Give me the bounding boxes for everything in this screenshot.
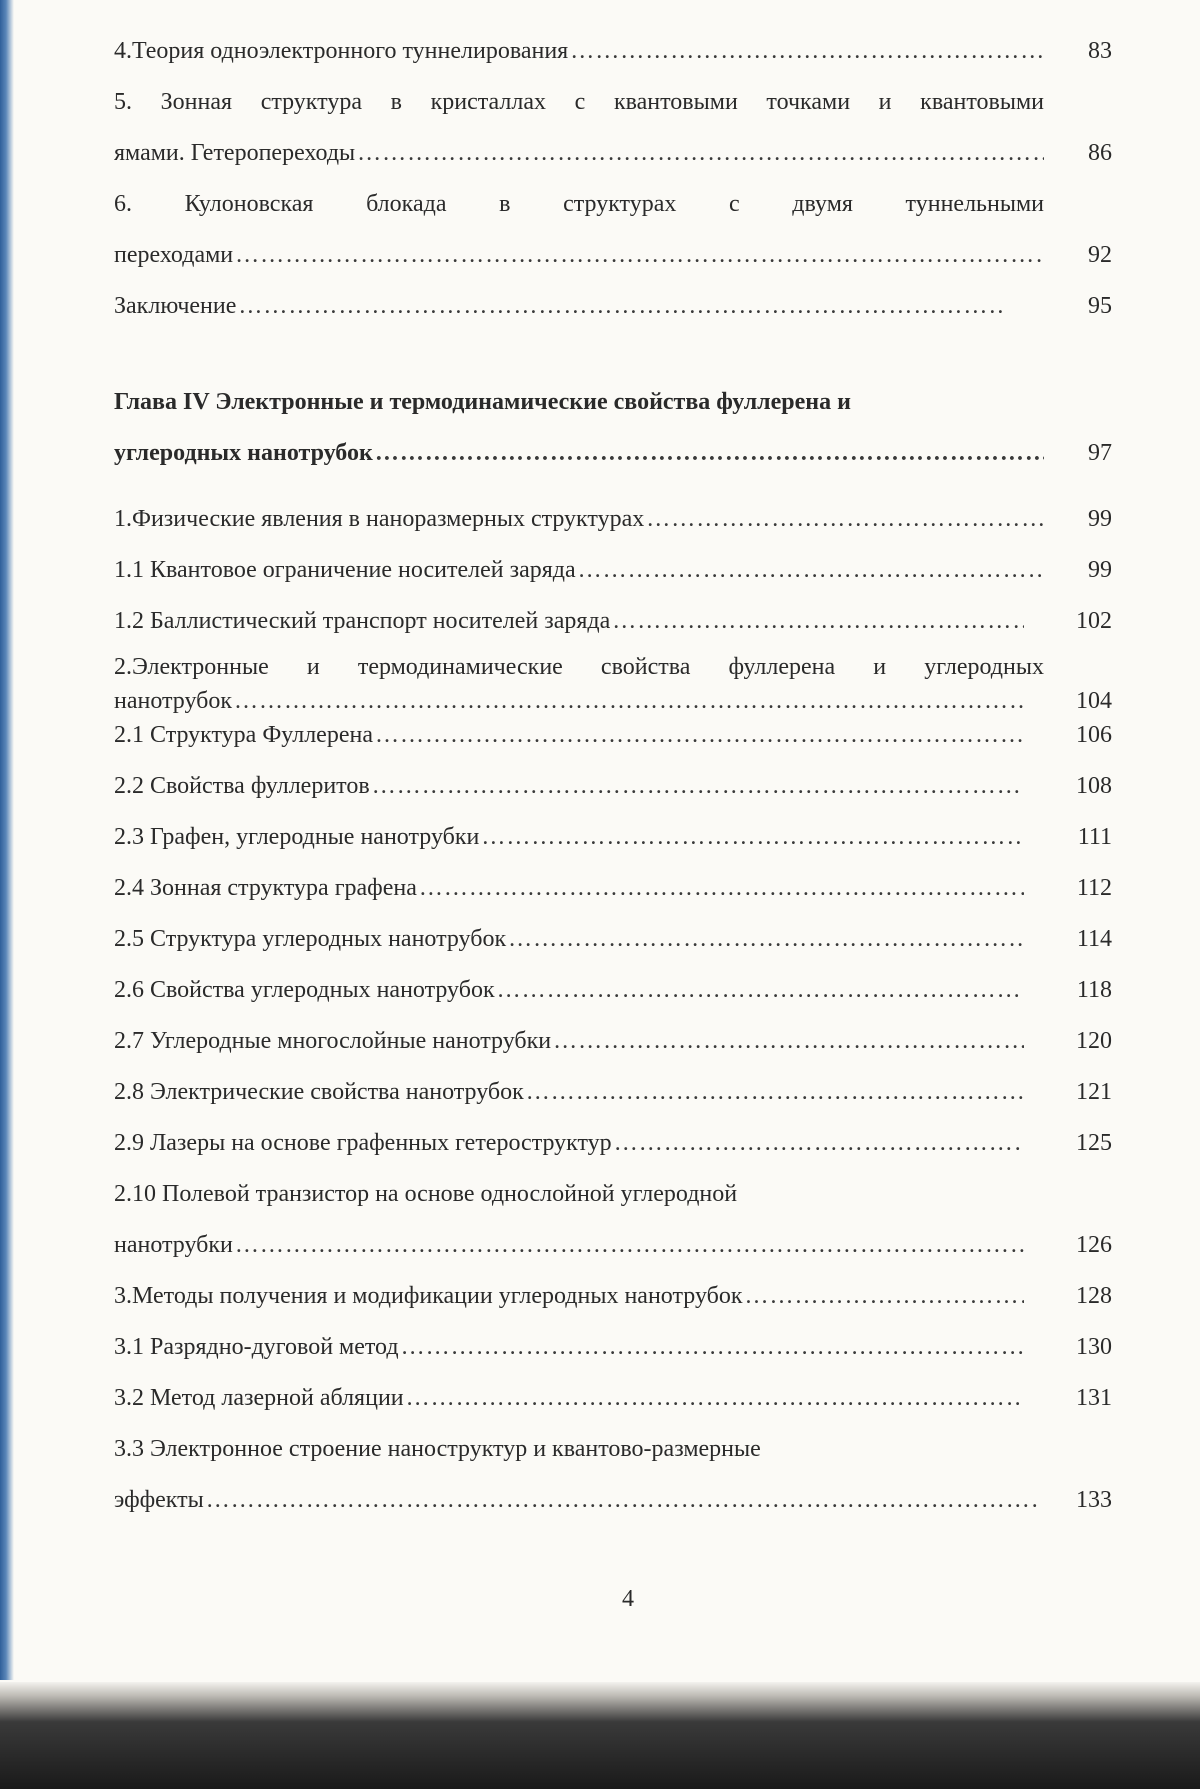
toc-entry-title-continued: нанотрубок <box>114 688 233 714</box>
toc-entry-title-continued: ямами. Гетеропереходы <box>114 140 356 166</box>
toc-entry-page: 102 <box>1076 608 1112 634</box>
toc-entry <box>114 1281 1112 1311</box>
toc-entry <box>114 36 1112 66</box>
toc-entry-title: 2.7 Углеродные многослойные нанотрубки <box>114 1028 552 1054</box>
toc-entry-page: 97 <box>1088 440 1112 466</box>
dot-leader <box>372 771 1024 801</box>
table-of-contents <box>114 36 1112 1515</box>
toc-entry-title-continued: переходами <box>114 242 234 268</box>
toc-entry-title: 2.1 Структура Фуллерена <box>114 722 373 748</box>
toc-entry-page: 86 <box>1088 140 1112 166</box>
toc-entry-title: 3.3 Электронное строение наноструктур и квантово-размерные <box>114 1436 761 1462</box>
toc-entry-title: 1.1 Квантовое ограничение носителей заряда <box>114 557 576 583</box>
dot-leader <box>375 438 1044 468</box>
toc-entry-title: 1.Физические явления в наноразмерных структурах <box>114 506 645 532</box>
toc-entry-title: 1.2 Баллистический транспорт носителей заряда <box>114 608 611 634</box>
toc-entry-title-continued: эффекты <box>114 1487 204 1513</box>
dot-leader <box>553 1026 1024 1056</box>
toc-entry-title: 3.2 Метод лазерной абляции <box>114 1385 404 1411</box>
toc-entry <box>114 606 1112 636</box>
toc-entry-title: Заключение <box>114 293 237 319</box>
toc-entry <box>114 504 1112 534</box>
toc-entry <box>114 1077 1112 1107</box>
toc-entry <box>114 771 1112 801</box>
dot-leader <box>745 1281 1025 1311</box>
toc-entry-page: 83 <box>1088 38 1112 64</box>
dot-leader <box>406 1383 1024 1413</box>
toc-entry-title: 2.9 Лазеры на основе графенных гетероструктур <box>114 1130 612 1156</box>
toc-entry-page: 95 <box>1088 293 1112 319</box>
dot-leader <box>234 686 1024 716</box>
toc-entry <box>114 873 1112 903</box>
toc-entry-title: 2.5 Структура углеродных нанотрубок <box>114 926 507 952</box>
toc-entry-page: 108 <box>1076 773 1112 799</box>
toc-entry-page: 125 <box>1076 1130 1112 1156</box>
toc-entry-page: 99 <box>1088 506 1112 532</box>
toc-entry-page: 112 <box>1076 875 1112 901</box>
toc-entry-page: 99 <box>1088 557 1112 583</box>
toc-entry <box>114 924 1112 954</box>
scan-left-edge <box>0 0 14 1680</box>
toc-entry-title: 2.4 Зонная структура графена <box>114 875 417 901</box>
dot-leader <box>526 1077 1024 1107</box>
toc-entry <box>114 291 1112 321</box>
toc-entry <box>114 720 1112 750</box>
dot-leader <box>570 36 1044 66</box>
toc-entry-title: 2.10 Полевой транзистор на основе однослойной углеродной <box>114 1181 738 1207</box>
toc-entry-page: 126 <box>1076 1232 1112 1258</box>
toc-entry <box>114 652 1112 716</box>
toc-chapter-title: Глава IV Электронные и термодинамические свойства фуллерена и <box>114 389 851 415</box>
dot-leader <box>235 1230 1024 1260</box>
dot-leader <box>481 822 1024 852</box>
toc-entry <box>114 87 1112 168</box>
toc-entry <box>114 1179 1112 1260</box>
toc-entry <box>114 975 1112 1005</box>
toc-entry-page: 111 <box>1077 824 1112 850</box>
toc-entry-page: 121 <box>1076 1079 1112 1105</box>
toc-entry-page: 118 <box>1076 977 1112 1003</box>
dot-leader <box>206 1485 1039 1515</box>
scan-bottom-edge <box>0 1682 1200 1789</box>
toc-entry <box>114 1332 1112 1362</box>
toc-entry-title: 5. Зонная структура в кристаллах с квантовыми точками и квантовыми <box>114 89 1044 115</box>
toc-entry <box>114 555 1112 585</box>
toc-entry-title: 2.6 Свойства углеродных нанотрубок <box>114 977 495 1003</box>
dot-leader <box>238 291 1004 321</box>
dot-leader <box>497 975 1024 1005</box>
toc-entry-title: 2.3 Графен, углеродные нанотрубки <box>114 824 480 850</box>
toc-entry-title-continued: нанотрубки <box>114 1232 233 1258</box>
toc-entry-page: 131 <box>1076 1385 1112 1411</box>
toc-entry-title: 3.1 Разрядно-дуговой метод <box>114 1334 399 1360</box>
dot-leader <box>578 555 1044 585</box>
toc-entry <box>114 1383 1112 1413</box>
toc-entry-page: 133 <box>1076 1487 1112 1513</box>
toc-entry-page: 130 <box>1076 1334 1112 1360</box>
toc-entry-title: 4.Теория одноэлектронного туннелирования <box>114 38 569 64</box>
toc-entry <box>114 1026 1112 1056</box>
dot-leader <box>419 873 1024 903</box>
toc-chapter-title-continued: углеродных нанотрубок <box>114 440 373 466</box>
dot-leader <box>614 1128 1024 1158</box>
toc-chapter-entry <box>114 387 1112 468</box>
toc-entry-page: 106 <box>1076 722 1112 748</box>
dot-leader <box>401 1332 1024 1362</box>
toc-entry <box>114 1434 1112 1515</box>
toc-entry-title: 3.Методы получения и модификации углеродных нанотрубок <box>114 1283 743 1309</box>
toc-entry-page: 104 <box>1076 688 1112 714</box>
toc-entry-title: 6. Кулоновская блокада в структурах с двумя туннельными <box>114 191 1044 217</box>
toc-entry-page: 114 <box>1076 926 1112 952</box>
dot-leader <box>357 138 1044 168</box>
toc-entry-title: 2.8 Электрические свойства нанотрубок <box>114 1079 524 1105</box>
toc-entry-title: 2.2 Свойства фуллеритов <box>114 773 370 799</box>
dot-leader <box>508 924 1024 954</box>
dot-leader <box>612 606 1024 636</box>
toc-entry <box>114 189 1112 270</box>
toc-entry <box>114 1128 1112 1158</box>
dot-leader <box>235 240 1044 270</box>
toc-entry-page: 92 <box>1088 242 1112 268</box>
dot-leader <box>646 504 1044 534</box>
dot-leader <box>375 720 1024 750</box>
toc-entry-page: 128 <box>1076 1283 1112 1309</box>
toc-entry <box>114 822 1112 852</box>
toc-entry-page: 120 <box>1076 1028 1112 1054</box>
toc-entry-title: 2.Электронные и термодинамические свойства фуллерена и углеродных <box>114 654 1044 680</box>
page-number: 4 <box>622 1586 634 1612</box>
